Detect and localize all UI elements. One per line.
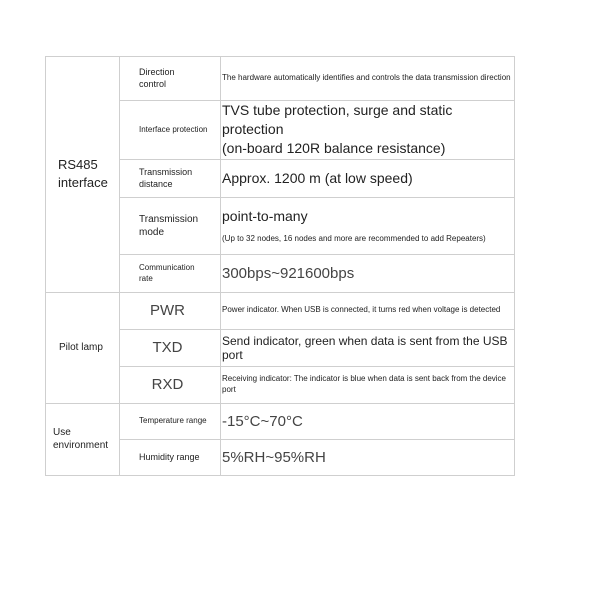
value-pwr: Power indicator. When USB is connected, it turns red when voltage is detected bbox=[222, 305, 501, 315]
transmission-mode-value: point-to-many bbox=[222, 207, 308, 224]
label-rxd: RXD bbox=[151, 376, 184, 393]
label-direction-control: Direction control bbox=[139, 66, 175, 89]
category-pilot-lamp: Pilot lamp bbox=[59, 341, 103, 353]
label-interface-protection: Interface protection bbox=[139, 124, 208, 134]
label-humidity-range: Humidity range bbox=[139, 451, 200, 462]
value-transmission-distance: Approx. 1200 m (at low speed) bbox=[222, 169, 413, 186]
value-direction-control: The hardware automatically identifies and controls the data transmission direction bbox=[222, 72, 511, 82]
label-txd: TXD bbox=[152, 339, 183, 356]
value-interface-protection: TVS tube protection, surge and static protection (on-board 120R balance resistance) bbox=[222, 102, 453, 156]
label-communication-rate: Communication rate bbox=[139, 262, 195, 283]
category-use-environment: Use environment bbox=[53, 426, 109, 451]
category-rs485-interface: RS485 interface bbox=[58, 156, 108, 190]
label-temperature-range: Temperature range bbox=[139, 416, 207, 426]
divider bbox=[45, 475, 515, 476]
transmission-mode-note: (Up to 32 nodes, 16 nodes and more are recommended to add Repeaters) bbox=[222, 233, 486, 243]
spec-table bbox=[45, 56, 515, 476]
value-communication-rate: 300bps~921600bps bbox=[222, 264, 355, 282]
value-temperature-range: -15°C~70°C bbox=[222, 412, 303, 430]
value-transmission-mode bbox=[220, 197, 515, 254]
value-txd: Send indicator, green when data is sent from the USB port bbox=[222, 333, 508, 362]
value-humidity-range: 5%RH~95%RH bbox=[222, 448, 326, 466]
label-transmission-distance: Transmission distance bbox=[139, 166, 193, 189]
label-pwr: PWR bbox=[150, 302, 185, 319]
value-rxd: Receiving indicator: The indicator is blue when data is sent back from the device port bbox=[222, 374, 507, 394]
label-transmission-mode: Transmission mode bbox=[139, 213, 199, 238]
